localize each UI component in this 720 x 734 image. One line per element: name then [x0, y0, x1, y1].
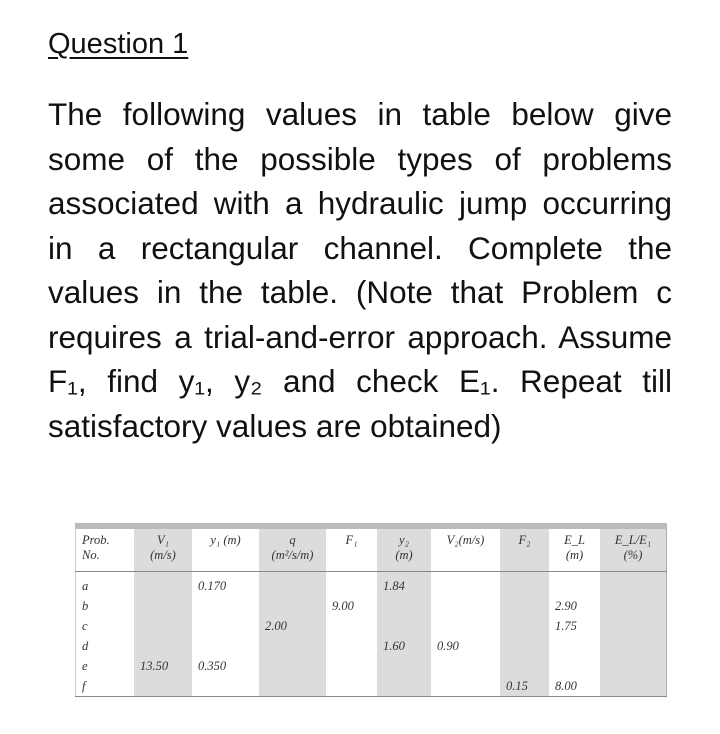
header-line-1: y₁ (m) [210, 533, 241, 547]
column-header [134, 526, 192, 572]
table-cell [500, 636, 549, 656]
table-cell [259, 596, 326, 616]
table-cell [431, 676, 500, 697]
table-cell [377, 656, 431, 676]
header-line-1: V₁ [157, 533, 169, 547]
table-row [76, 656, 667, 676]
header-line-1: q [289, 533, 296, 547]
table-cell [326, 616, 377, 636]
table-cell [134, 616, 192, 636]
header-line-1: F₁ [345, 533, 358, 547]
column-header [76, 526, 135, 572]
header-line-2: (m) [395, 548, 413, 562]
table-cell [549, 636, 600, 656]
table-cell [326, 656, 377, 676]
header-line-2: (m) [565, 548, 584, 562]
table-cell [431, 656, 500, 676]
header-line-2: No. [82, 548, 100, 562]
question-title: Question 1 [48, 28, 189, 60]
header-line-1: Prob. [82, 533, 110, 547]
table-cell: 2.00 [259, 616, 326, 636]
table-cell [326, 636, 377, 656]
table-cell: 8.00 [555, 679, 577, 693]
table-cell [134, 636, 192, 656]
table-cell [192, 616, 259, 636]
header-line-1: E_L/E₁ [614, 533, 652, 547]
table-cell [326, 676, 377, 697]
table-cell [600, 596, 667, 616]
question-text: The following values in table below give some of the possible types of problems associated with a hydraulic jump occurring in a rectangular channel. Complete the values in the table. (Note that Problem c requires a trial-and-error approach. Assume F₁, find y₁, y₂ and check E₁. Repeat till satisfactory values are obtained) [48, 96, 672, 444]
table-cell: c [82, 619, 88, 633]
table-cell: 0.170 [198, 579, 227, 593]
header-line-2: (m/s) [150, 548, 176, 562]
table-cell [192, 636, 259, 656]
table-cell: b [82, 599, 89, 613]
table-cell [192, 676, 259, 697]
header-line-2: (%) [623, 548, 643, 562]
table-cell: f [82, 679, 86, 693]
table-cell [326, 572, 377, 597]
table-cell [377, 616, 431, 636]
table-cell [500, 572, 549, 597]
header-line-1: V₂(m/s) [446, 533, 485, 547]
table-cell [134, 572, 192, 597]
table-cell [600, 636, 667, 656]
table-cell [600, 656, 667, 676]
table-cell: 1.75 [555, 619, 577, 633]
table-cell: 0.350 [198, 659, 227, 673]
table-cell [259, 656, 326, 676]
table-cell: 13.50 [134, 656, 192, 676]
table-cell [377, 596, 431, 616]
table-row [76, 676, 667, 697]
table-cell [377, 676, 431, 697]
table-cell [431, 616, 500, 636]
header-line-1: y₂ [399, 533, 409, 547]
table-cell [549, 656, 600, 676]
table-cell [500, 596, 549, 616]
column-header [500, 526, 549, 572]
table-cell [600, 676, 667, 697]
table-cell [500, 616, 549, 636]
column-header [192, 526, 259, 572]
column-header [326, 526, 377, 572]
header-line-1: E_L [564, 533, 585, 547]
table-cell [600, 572, 667, 597]
table-cell [549, 572, 600, 597]
column-header [600, 526, 667, 572]
header-line-2: (m²/s/m) [271, 548, 314, 562]
table-cell [600, 616, 667, 636]
column-header [259, 526, 326, 572]
table-cell: e [82, 659, 88, 673]
table-cell: 0.90 [437, 639, 459, 653]
header-line-1: F₂ [518, 533, 531, 547]
table-cell [259, 676, 326, 697]
table-cell [431, 572, 500, 597]
table-cell: 2.90 [555, 599, 577, 613]
table-cell: 1.84 [377, 572, 431, 597]
table-cell [192, 596, 259, 616]
table-cell [134, 676, 192, 697]
hydraulic-jump-table [75, 523, 667, 697]
table-row [76, 636, 667, 656]
table-row [76, 596, 667, 616]
table-cell: 0.15 [500, 676, 549, 697]
table-cell [431, 596, 500, 616]
table-cell: d [82, 639, 89, 653]
table-row [76, 572, 667, 597]
column-header [377, 526, 431, 572]
column-header [431, 526, 500, 572]
column-header [549, 526, 600, 572]
table-cell [259, 636, 326, 656]
table-cell [500, 656, 549, 676]
table-cell [134, 596, 192, 616]
table-cell: 1.60 [377, 636, 431, 656]
table-cell [259, 572, 326, 597]
table-cell: a [82, 579, 89, 593]
table-row [76, 616, 667, 636]
table-cell: 9.00 [332, 599, 354, 613]
